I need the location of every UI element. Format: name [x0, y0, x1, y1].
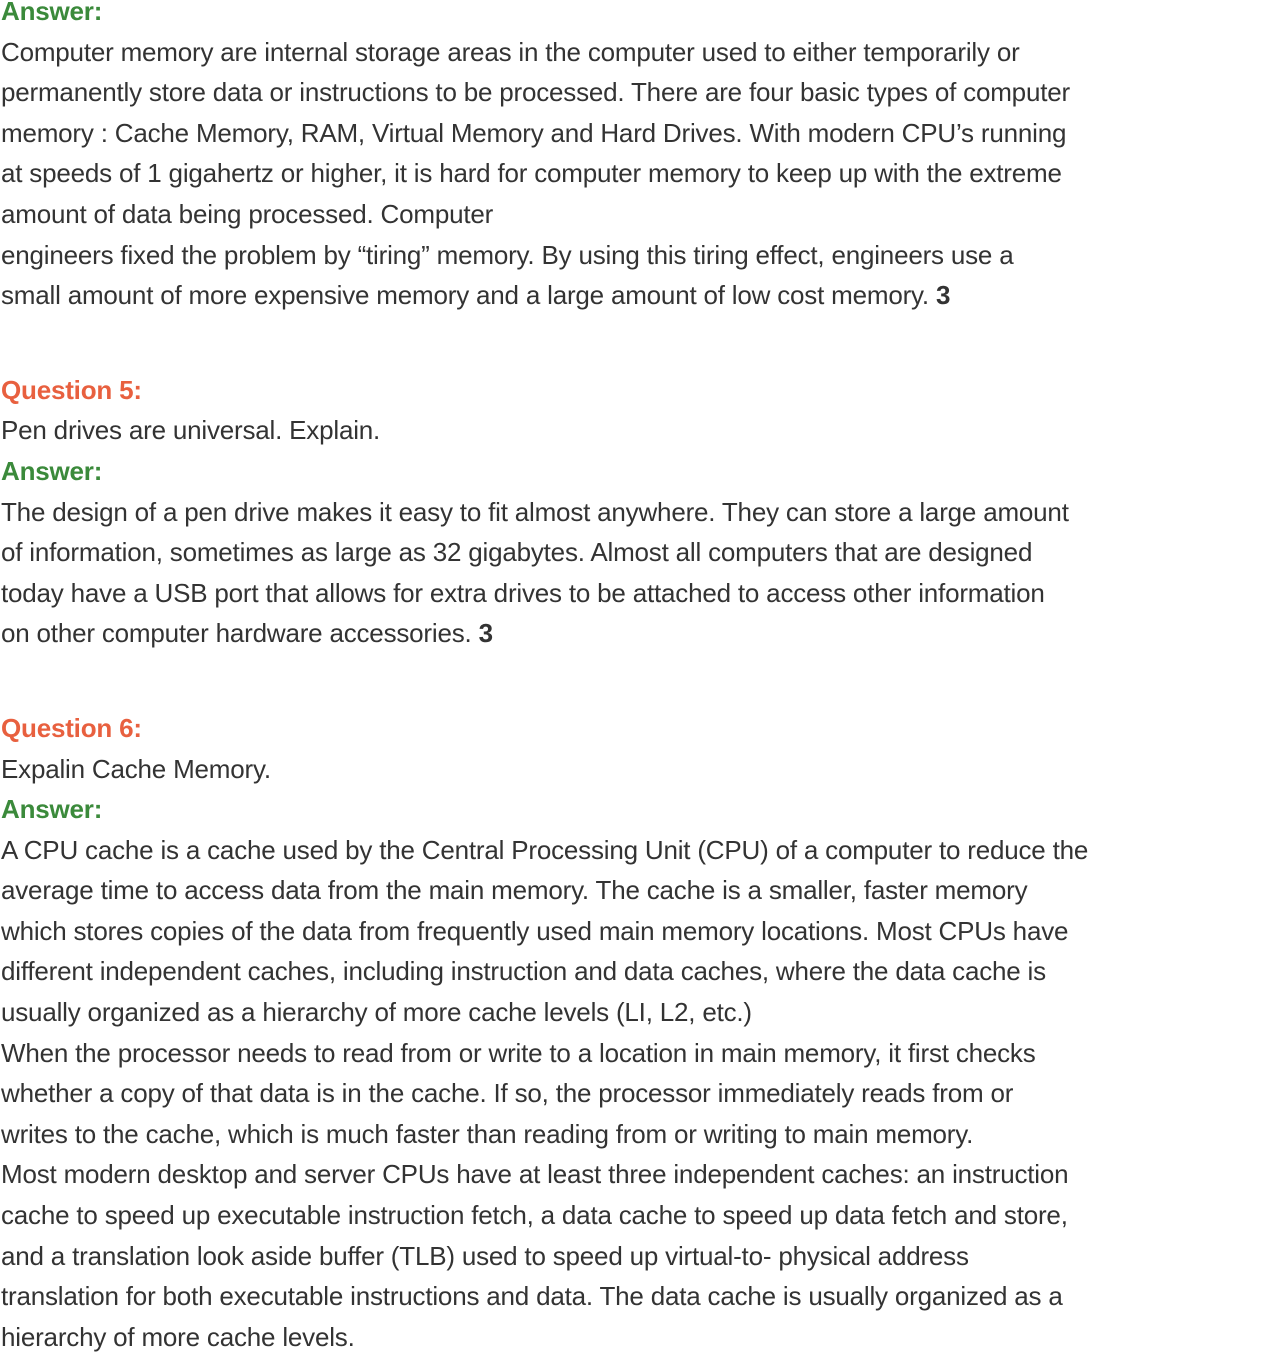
answer-line: translation for both executable instructions and data. The data cache is usually organized as a: [1, 1281, 1063, 1312]
section-answer-4: [1, 0, 1287, 316]
question-text: Pen drives are universal. Explain.: [1, 415, 381, 446]
answer-line: whether a copy of that data is in the cache. If so, the processor immediately reads from or: [1, 1078, 1014, 1109]
answer-line: permanently store data or instructions to be processed. There are four basic types of computer: [1, 77, 1070, 108]
section-question-5: [1, 370, 1287, 654]
marks: 3: [478, 618, 493, 649]
answer-line: amount of data being processed. Computer: [1, 198, 494, 229]
answer-text: small amount of more expensive memory and a large amount of low cost memory.: [1, 280, 929, 311]
answer-line: When the processor needs to read from or write to a location in main memory, it first checks: [1, 1037, 1036, 1068]
answer-line: different independent caches, including instruction and data caches, where the data cache is: [1, 956, 1046, 987]
section-question-6: [1, 708, 1287, 1357]
answer-line: today have a USB port that allows for extra drives to be attached to access other information: [1, 577, 1045, 608]
answer-label: Answer:: [1, 0, 103, 26]
answer-line: of information, sometimes as large as 32 gigabytes. Almost all computers that are designed: [1, 537, 1033, 568]
answer-line: memory : Cache Memory, RAM, Virtual Memory and Hard Drives. With modern CPU’s running: [1, 117, 1067, 148]
document: [1, 0, 1287, 1357]
answer-line: [1, 613, 1287, 654]
answer-line: usually organized as a hierarchy of more cache levels (LI, L2, etc.): [1, 997, 752, 1028]
question-text: Expalin Cache Memory.: [1, 753, 271, 784]
answer-line: A CPU cache is a cache used by the Central Processing Unit (CPU) of a computer to reduce the: [1, 834, 1089, 865]
answer-line: Most modern desktop and server CPUs have at least three independent caches: an instruction: [1, 1159, 1069, 1190]
answer-line: [1, 275, 1287, 316]
answer-line: which stores copies of the data from frequently used main memory locations. Most CPUs have: [1, 915, 1069, 946]
question-label: Question 6:: [1, 712, 142, 743]
answer-line: hierarchy of more cache levels.: [1, 1321, 355, 1352]
marks: 3: [935, 280, 951, 311]
answer-text: on other computer hardware accessories.: [1, 618, 472, 649]
answer-label: Answer:: [1, 455, 103, 486]
answer-line: and a translation look aside buffer (TLB) used to speed up virtual-to- physical address: [1, 1240, 969, 1271]
answer-label: Answer:: [1, 794, 103, 825]
answer-line: average time to access data from the main memory. The cache is a smaller, faster memory: [1, 875, 1028, 906]
answer-line: writes to the cache, which is much faster than reading from or writing to main memory.: [1, 1118, 974, 1149]
answer-line: The design of a pen drive makes it easy to fit almost anywhere. They can store a large amount: [1, 496, 1069, 527]
answer-line: at speeds of 1 gigahertz or higher, it is hard for computer memory to keep up with the extreme: [1, 158, 1062, 189]
answer-line: cache to speed up executable instruction fetch, a data cache to speed up data fetch and store,: [1, 1200, 1068, 1231]
question-label: Question 5:: [1, 374, 142, 405]
answer-line: Computer memory are internal storage areas in the computer used to either temporarily or: [1, 36, 1020, 67]
answer-line: engineers fixed the problem by “tiring” memory. By using this tiring effect, engineers use a: [1, 239, 1014, 270]
